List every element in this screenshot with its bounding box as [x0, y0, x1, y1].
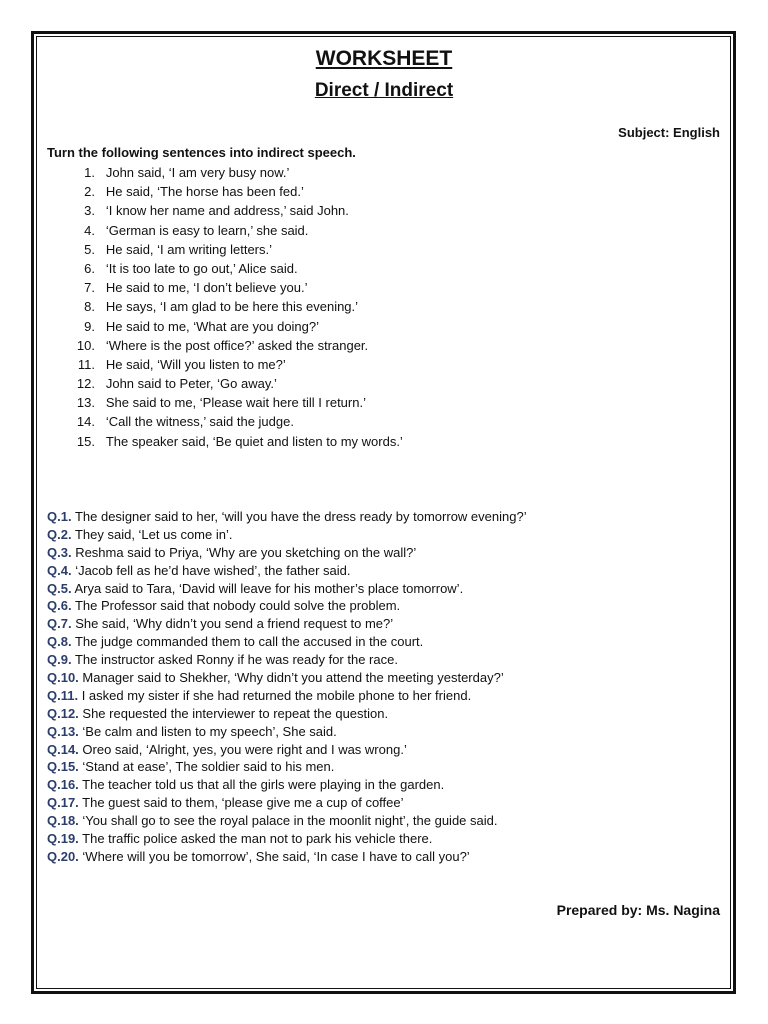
question-text: ‘Jacob fell as he’d have wished’, the father said.	[71, 562, 351, 578]
question-number: Q.5.	[47, 580, 72, 596]
sentence-text: He said, ‘The horse has been fed.’	[105, 184, 304, 200]
question-number: Q.12.	[47, 705, 79, 721]
question-item	[47, 758, 527, 776]
sentence-number: 6.	[84, 260, 95, 276]
sentence-number: 8.	[84, 299, 95, 315]
question-number: Q.2.	[47, 526, 72, 542]
sentence-item	[47, 432, 403, 451]
question-item	[47, 651, 527, 669]
question-item	[47, 723, 527, 741]
worksheet-title: WORKSHEET	[315, 47, 453, 70]
question-item	[47, 615, 527, 633]
sentence-item	[47, 259, 403, 278]
question-number: Q.8.	[47, 634, 72, 650]
question-number: Q.9.	[47, 652, 72, 668]
question-number: Q.6.	[47, 598, 72, 614]
spacer	[95, 165, 106, 180]
question-number: Q.14.	[47, 741, 79, 757]
sentence-number: 7.	[84, 280, 95, 296]
sentence-text: He said to me, ‘What are you doing?’	[105, 318, 320, 334]
question-item	[47, 633, 527, 651]
sentence-number: 9.	[84, 318, 95, 334]
question-text: She said, ‘Why didn’t you send a friend request to me?’	[71, 616, 394, 632]
question-number: Q.15.	[47, 759, 79, 775]
question-item	[47, 562, 527, 580]
question-item	[47, 741, 527, 759]
sentence-text: John said to Peter, ‘Go away.’	[105, 376, 277, 392]
spacer	[95, 223, 106, 238]
question-text: I asked my sister if she had returned the mobile phone to her friend.	[78, 687, 472, 703]
prepared-by: Prepared by: Ms. Nagina	[556, 902, 720, 918]
question-number: Q.1.	[47, 509, 72, 524]
question-text: The judge commanded them to call the accused in the court.	[71, 634, 424, 650]
spacer	[95, 184, 106, 199]
question-number: Q.3.	[47, 544, 72, 560]
question-number: Q.11.	[47, 687, 79, 703]
sentence-item	[47, 374, 403, 393]
spacer	[95, 357, 106, 372]
spacer	[95, 299, 106, 314]
question-text: They said, ‘Let us come in’.	[71, 526, 233, 542]
question-item	[47, 812, 527, 830]
sentence-text: The speaker said, ‘Be quiet and listen to my words.’	[105, 433, 403, 449]
sentence-item	[47, 163, 403, 182]
question-number: Q.10.	[47, 670, 79, 686]
question-number: Q.19.	[47, 831, 79, 847]
question-list	[47, 508, 527, 866]
question-item	[47, 508, 527, 526]
question-number: Q.17.	[47, 795, 79, 811]
question-text: She requested the interviewer to repeat the question.	[78, 705, 389, 721]
question-text: The Professor said that nobody could solve the problem.	[71, 598, 401, 614]
sentence-item	[47, 412, 403, 431]
sentence-item	[47, 297, 403, 316]
question-item	[47, 597, 527, 615]
question-item	[47, 669, 527, 687]
sentence-number: 11.	[77, 356, 95, 372]
sentence-text: ‘Call the witness,’ said the judge.	[105, 414, 294, 430]
spacer	[95, 242, 106, 257]
sentence-text: ‘It is too late to go out,’ Alice said.	[105, 260, 298, 276]
sentence-item	[47, 336, 403, 355]
sentence-number: 3.	[84, 203, 95, 219]
sentence-text: She said to me, ‘Please wait here till I return.’	[105, 395, 366, 411]
sentence-number: 2.	[84, 184, 95, 200]
spacer	[95, 338, 106, 353]
sentence-list	[47, 163, 403, 451]
question-item	[47, 794, 527, 812]
sentence-text: He said, ‘I am writing letters.’	[105, 241, 273, 257]
question-number: Q.13.	[47, 723, 79, 739]
question-text: ‘Be calm and listen to my speech’, She said.	[78, 723, 337, 739]
question-text: ‘You shall go to see the royal palace in the moonlit night’, the guide said.	[78, 813, 498, 829]
spacer	[95, 434, 106, 449]
sentence-text: ‘Where is the post office?’ asked the stranger.	[105, 337, 369, 353]
question-text: The traffic police asked the man not to park his vehicle there.	[78, 831, 433, 847]
sentence-item	[47, 182, 403, 201]
question-text: Arya said to Tara, ‘David will leave for his mother’s place tomorrow’.	[71, 580, 464, 596]
question-number: Q.7.	[47, 616, 72, 632]
question-number: Q.16.	[47, 777, 79, 793]
question-item	[47, 776, 527, 794]
question-item	[47, 705, 527, 723]
sentence-text: ‘German is easy to learn,’ she said.	[105, 222, 309, 238]
sentence-item	[47, 393, 403, 412]
question-text: Oreo said, ‘Alright, yes, you were right and I was wrong.’	[78, 741, 407, 757]
sentence-text: ‘I know her name and address,’ said John.	[105, 203, 349, 219]
question-item	[47, 526, 527, 544]
question-text: The guest said to them, ‘please give me a cup of coffee’	[78, 795, 404, 811]
spacer	[95, 414, 106, 429]
sentence-number: 4.	[84, 222, 95, 238]
sentence-item	[47, 317, 403, 336]
sentence-number: 15.	[76, 433, 95, 449]
subject-label: Subject: English	[618, 125, 720, 140]
question-item	[47, 830, 527, 848]
question-number: Q.20.	[47, 848, 79, 864]
question-text: ‘Stand at ease’, The soldier said to his men.	[78, 759, 335, 775]
question-text: The teacher told us that all the girls were playing in the garden.	[78, 777, 445, 793]
sentence-text: He said to me, ‘I don’t believe you.’	[105, 280, 308, 296]
sentence-item	[47, 240, 403, 259]
question-text: Reshma said to Priya, ‘Why are you sketching on the wall?’	[71, 544, 417, 560]
section1-instruction: Turn the following sentences into indirect speech.	[47, 145, 356, 160]
sentence-number: 10.	[76, 337, 95, 353]
spacer	[95, 203, 106, 218]
question-number: Q.18.	[47, 813, 79, 829]
question-text: Manager said to Shekher, ‘Why didn’t you attend the meeting yesterday?’	[78, 670, 504, 686]
sentence-item	[47, 278, 403, 297]
question-item	[47, 848, 527, 866]
spacer	[95, 280, 106, 295]
sentence-item	[47, 355, 403, 374]
sentence-text: He says, ‘I am glad to be here this evening.’	[105, 299, 359, 315]
spacer	[95, 319, 106, 334]
sentence-number: 12.	[76, 376, 95, 392]
sentence-item	[47, 221, 403, 240]
worksheet-subtitle: Direct / Indirect	[314, 80, 454, 101]
spacer	[95, 395, 106, 410]
sentence-text: He said, ‘Will you listen to me?’	[105, 356, 286, 372]
question-text: The instructor asked Ronny if he was ready for the race.	[71, 652, 398, 668]
sentence-number: 1.	[84, 165, 95, 180]
question-item	[47, 544, 527, 562]
question-text: The designer said to her, ‘will you have the dress ready by tomorrow evening?’	[71, 509, 527, 524]
question-text: ‘Where will you be tomorrow’, She said, ‘In case I have to call you?’	[78, 848, 470, 864]
sentence-number: 13.	[76, 395, 95, 411]
sentence-text: John said, ‘I am very busy now.’	[105, 165, 290, 180]
question-number: Q.4.	[47, 562, 72, 578]
question-item	[47, 687, 527, 705]
sentence-number: 5.	[84, 241, 95, 257]
sentence-item	[47, 201, 403, 220]
spacer	[95, 261, 106, 276]
spacer	[95, 376, 106, 391]
question-item	[47, 580, 527, 598]
sentence-number: 14.	[76, 414, 95, 430]
